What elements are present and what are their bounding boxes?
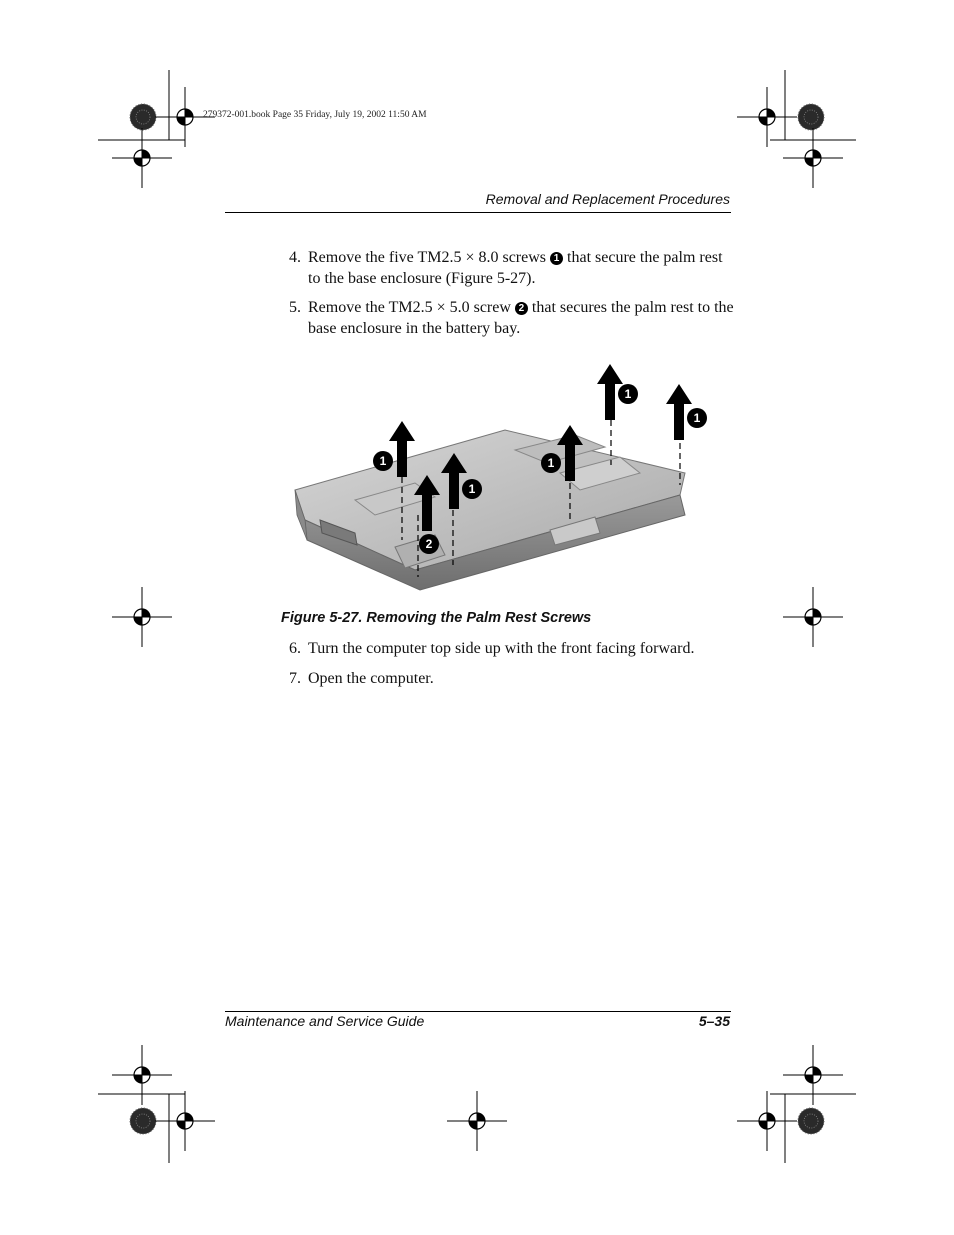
registration-crosshair-mark [112, 587, 172, 647]
svg-text:2: 2 [425, 537, 433, 551]
step-number: 6. [289, 640, 301, 657]
callout-1-icon [373, 451, 393, 471]
registration-star-mark [798, 1108, 824, 1134]
step-text: that secures the palm rest to the base enclosure in the battery bay. [308, 299, 734, 337]
step-text: Remove the TM2.5 × 5.0 screw [308, 299, 515, 316]
step-7 [289, 668, 735, 689]
svg-text:1: 1 [547, 456, 555, 470]
registration-crosshair-mark [112, 1045, 172, 1105]
registration-crosshair-mark [447, 1091, 507, 1151]
step-5 [289, 297, 735, 339]
callout-1-icon [541, 453, 561, 473]
footer-guide-title: Maintenance and Service Guide [225, 1013, 425, 1029]
step-text: Remove the five TM2.5 × 8.0 screws [308, 249, 551, 266]
laptop-base-illustration [295, 430, 685, 590]
registration-crosshair-mark [783, 587, 843, 647]
step-4 [289, 247, 735, 289]
callout-1-icon: 1 [550, 252, 563, 265]
step-text: that secure the palm rest to the base enclosure (Figure 5-27). [308, 249, 723, 287]
registration-star-mark [130, 1108, 156, 1134]
screw-removal-arrow-icon [666, 384, 692, 440]
callout-2-icon: 2 [515, 302, 528, 315]
figure-caption: Figure 5-27. Removing the Palm Rest Screws [281, 610, 592, 626]
step-text: Open the computer. [308, 670, 434, 687]
registration-crosshair-mark [783, 128, 843, 188]
registration-crosshair-mark [155, 1091, 215, 1151]
svg-text:1: 1 [693, 411, 701, 425]
header-rule [225, 212, 731, 213]
callout-1-icon [618, 384, 638, 404]
registration-crosshair-mark [783, 1045, 843, 1105]
step-number: 7. [289, 670, 301, 687]
registration-star-mark [798, 104, 824, 130]
registration-star-mark [130, 104, 156, 130]
step-6 [289, 638, 735, 659]
footer-rule [225, 1011, 731, 1012]
registration-crosshair-mark [112, 128, 172, 188]
svg-text:1: 1 [468, 482, 476, 496]
registration-crosshair-mark [737, 87, 797, 147]
svg-text:1: 1 [379, 454, 387, 468]
callout-1-icon [687, 408, 707, 428]
print-info-line: 279372-001.book Page 35 Friday, July 19, 2002 11:50 AM [203, 110, 427, 120]
step-number: 5. [289, 299, 301, 316]
svg-text:1: 1 [624, 387, 632, 401]
registration-crosshair-mark [737, 1091, 797, 1151]
running-header-title: Removal and Replacement Procedures [485, 191, 730, 207]
step-text: Turn the computer top side up with the front facing forward. [308, 640, 695, 657]
page-number: 5–35 [698, 1013, 730, 1029]
callout-2-icon [419, 534, 439, 554]
figure-palm-rest-screws [285, 355, 730, 600]
step-number: 4. [289, 249, 301, 266]
callout-1-icon [462, 479, 482, 499]
